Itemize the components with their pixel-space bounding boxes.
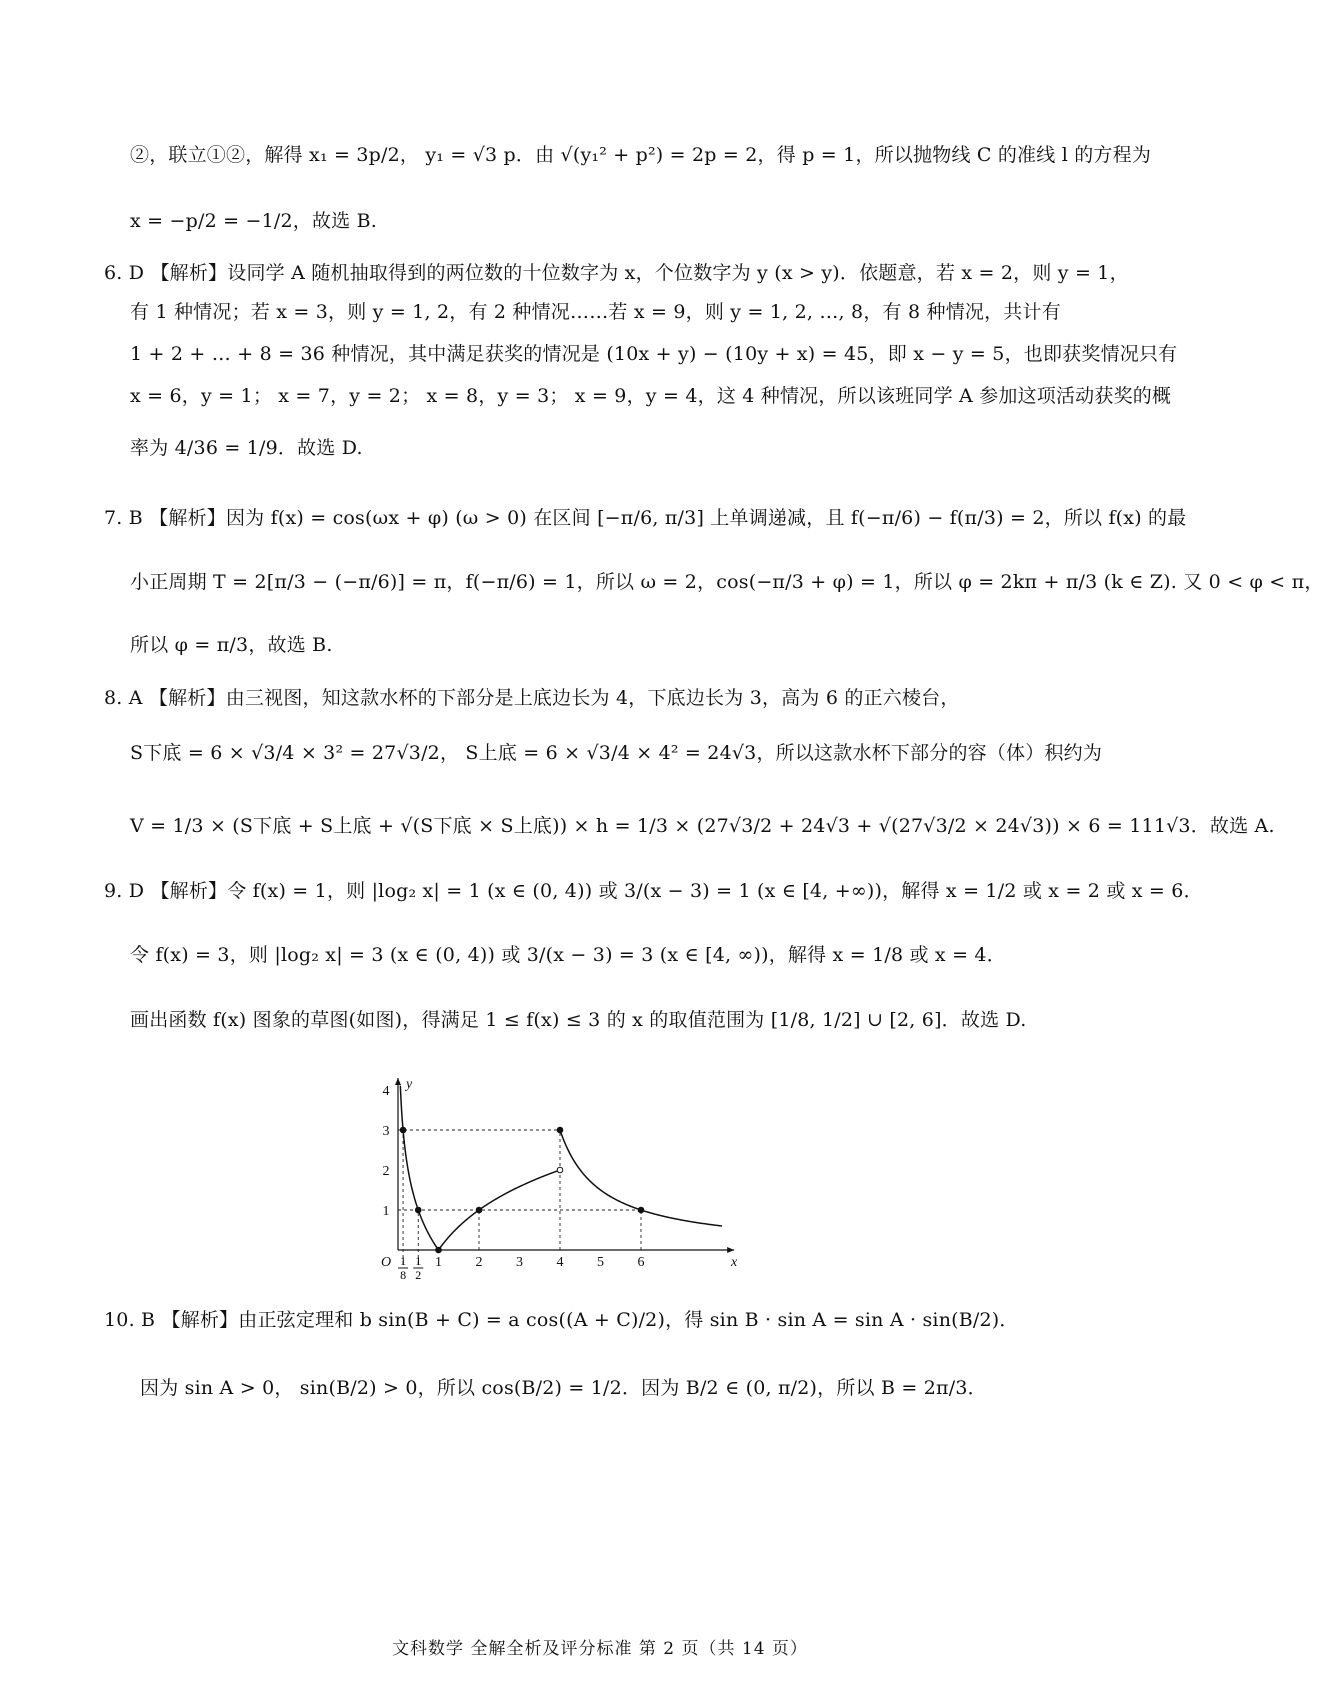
y-tick-label: 2 [382, 1164, 390, 1179]
text-line: 7. B 【解析】因为 f(x) = cos(ωx + φ) (ω > 0) 在区间 [−π/6, π/3] 上单调递减，且 f(−π/6) − f(π/3) = 2，所以 f(x) 的最 [104, 507, 1187, 529]
y-tick-label: 1 [382, 1204, 390, 1219]
text-line: 令 f(x) = 3，则 |log₂ x| = 3 (x ∈ (0, 4)) 或 3/(x − 3) = 3 (x ∈ [4, ∞))，解得 x = 1/8 或 x = 4． [130, 944, 1006, 966]
svg-text:1: 1 [400, 1254, 407, 1268]
solid-point [476, 1207, 482, 1213]
text-line: S下底 = 6 × √3/4 × 3² = 27√3/2， S上底 = 6 × √3/4 × 4² = 24√3，所以这款水杯下部分的容（体）积约为 [130, 742, 1103, 764]
x-tick-label: 2 [475, 1255, 483, 1270]
x-tick-label [413, 1254, 423, 1282]
y-tick-label: 3 [382, 1124, 390, 1139]
x-axis-label: x [731, 1255, 738, 1270]
text-line: 率为 4/36 = 1/9．故选 D. [130, 437, 363, 459]
solid-point [557, 1127, 563, 1133]
x-tick-label: 6 [637, 1255, 645, 1270]
page-footer: 文科数学 全解全析及评分标准 第 2 页（共 14 页） [392, 1639, 808, 1659]
x-tick-label: 4 [556, 1255, 564, 1270]
svg-text:1: 1 [415, 1254, 422, 1268]
text-line: 小正周期 T = 2[π/3 − (−π/6)] = π，f(−π/6) = 1，所以 ω = 2，cos(−π/3 + φ) = 1，所以 φ = 2kπ + π/3 (k ∈ Z). 又 0 < φ < π， [130, 571, 1324, 593]
text-line: 画出函数 f(x) 图象的草图(如图)，得满足 1 ≤ f(x) ≤ 3 的 x 的取值范围为 [1/8, 1/2] ∪ [2, 6]．故选 D. [130, 1009, 1027, 1031]
text-line: 8. A 【解析】由三视图，知这款水杯的下部分是上底边长为 4，下底边长为 3，高为 6 的正六棱台， [104, 687, 960, 709]
text-line: 有 1 种情况；若 x = 3，则 y = 1, 2，有 2 种情况……若 x = 9，则 y = 1, 2, …, 8，有 8 种情况，共计有 [130, 301, 1061, 323]
x-tick-label: 5 [597, 1255, 604, 1270]
svg-text:2: 2 [415, 1268, 422, 1282]
open-point [557, 1167, 563, 1173]
origin-label: O [380, 1255, 392, 1270]
text-line: ②，联立①②，解得 x₁ = 3p/2， y₁ = √3 p．由 √(y₁² + p²) = 2p = 2，得 p = 1，所以抛物线 C 的准线 l 的方程为 [130, 144, 1152, 166]
y-axis-arrow [395, 1078, 401, 1085]
x-tick-label [398, 1254, 408, 1282]
x-tick-label: 3 [516, 1255, 523, 1270]
function-graph [376, 1062, 756, 1290]
text-line: 所以 φ = π/3，故选 B. [130, 634, 333, 656]
y-tick-label: 4 [382, 1084, 390, 1099]
text-line: V = 1/3 × (S下底 + S上底 + √(S下底 × S上底)) × h = 1/3 × (27√3/2 + 24√3 + √(27√3/2 × 24√3)) × 6 = 111√3．故选 A. [130, 815, 1275, 837]
text-line: 9. D 【解析】令 f(x) = 1，则 |log₂ x| = 1 (x ∈ (0, 4)) 或 3/(x − 3) = 1 (x ∈ [4, +∞))，解得 x = 1/2 或 x = 2 或 x = 6． [104, 880, 1203, 902]
curve-log-piece [400, 1086, 560, 1250]
y-axis-label: y [406, 1077, 413, 1092]
x-axis-arrow [727, 1247, 734, 1253]
text-line: 因为 sin A > 0， sin(B/2) > 0，所以 cos(B/2) = 1/2．因为 B/2 ∈ (0, π/2)，所以 B = 2π/3． [140, 1377, 987, 1399]
text-line: 10. B 【解析】由正弦定理和 b sin(B + C) = a cos((A + C)/2)，得 sin B · sin A = sin A · sin(B/2)． [104, 1309, 1019, 1331]
solid-point [436, 1247, 442, 1253]
solid-point [638, 1207, 644, 1213]
solid-point [415, 1207, 421, 1213]
text-line: 6. D 【解析】设同学 A 随机抽取得到的两位数的十位数字为 x，个位数字为 y (x > y)．依题意，若 x = 2，则 y = 1， [104, 262, 1129, 284]
text-line: x = 6，y = 1； x = 7，y = 2； x = 8，y = 3； x = 9，y = 4，这 4 种情况，所以该班同学 A 参加这项活动获奖的概 [130, 385, 1172, 407]
svg-text:8: 8 [400, 1268, 407, 1282]
x-tick-label: 1 [435, 1255, 442, 1270]
solid-point [400, 1127, 406, 1133]
text-line: 1 + 2 + … + 8 = 36 种情况，其中满足获奖的情况是 (10x + y) − (10y + x) = 45，即 x − y = 5，也即获奖情况只有 [130, 343, 1178, 365]
text-line: x = −p/2 = −1/2，故选 B. [130, 210, 378, 232]
